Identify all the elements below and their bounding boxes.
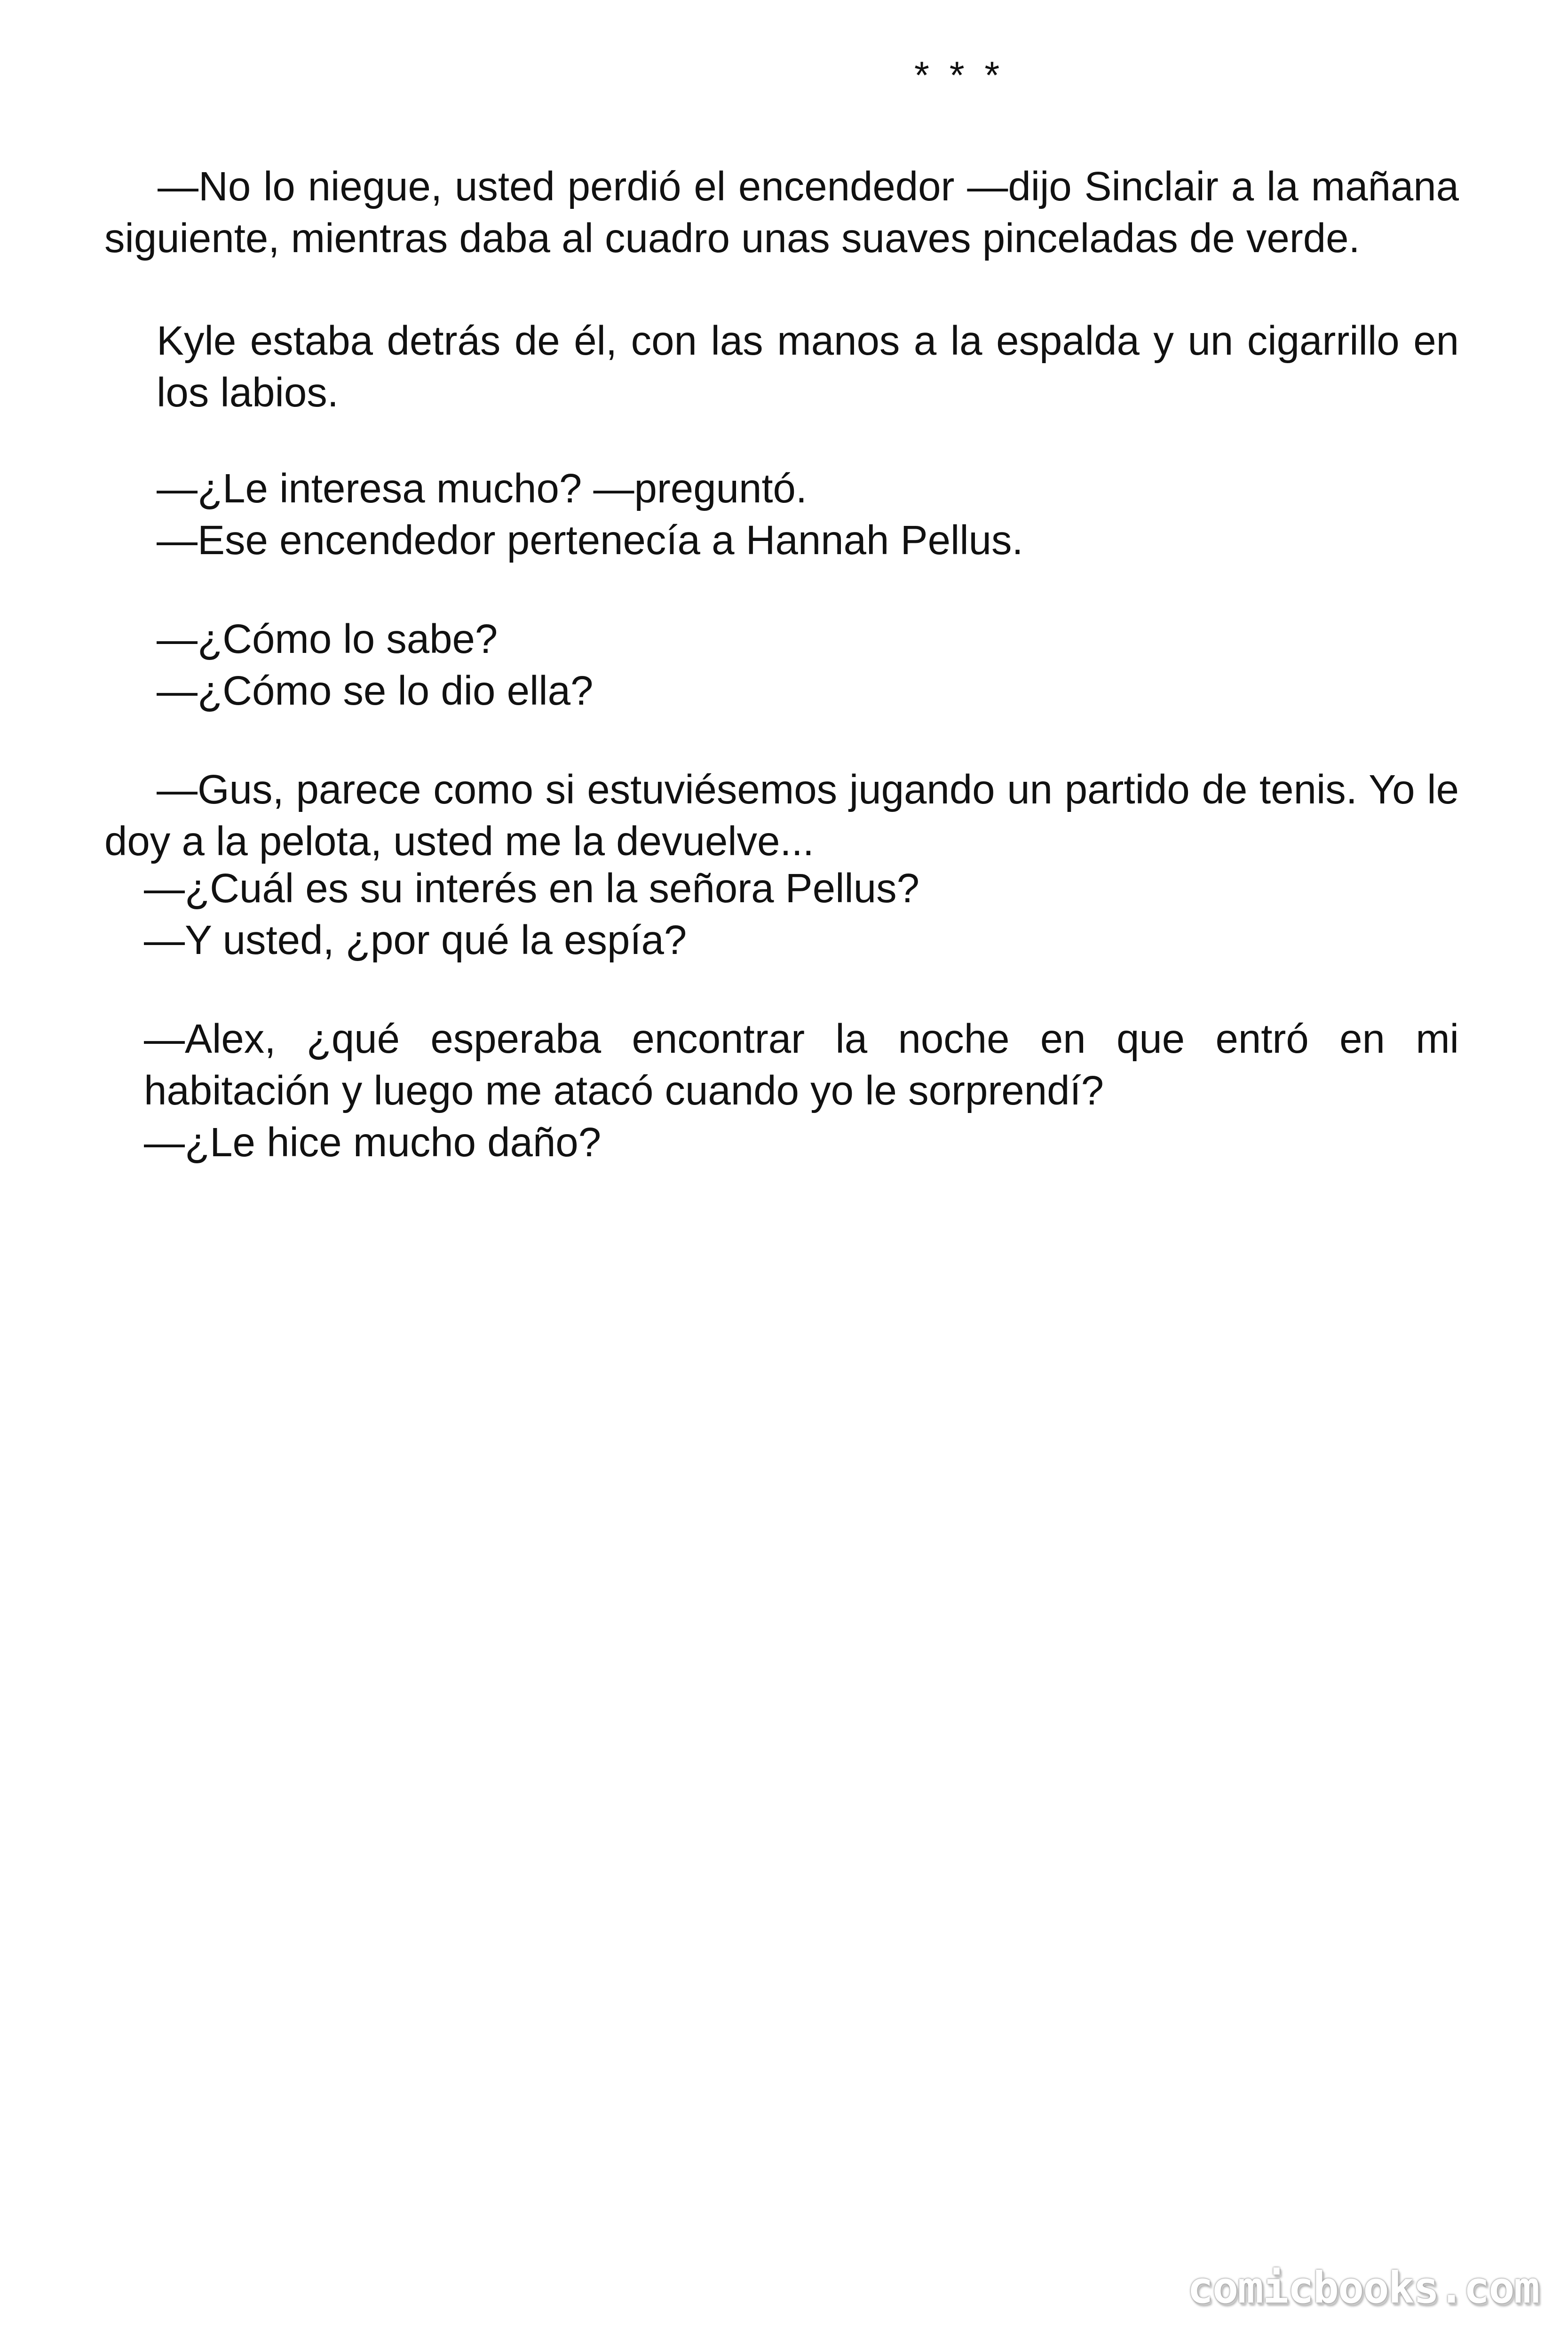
paragraph-3: —¿Le interesa mucho? —preguntó. — [157, 466, 808, 511]
paragraph-5: —¿Cómo lo sabe? — [157, 616, 498, 662]
section-break: * * * — [914, 54, 1005, 97]
watermark-logo: comicbooks.com — [1187, 2263, 1539, 2313]
paragraph-6: —¿Cómo se lo dio ella? — [157, 668, 594, 714]
paragraph-11: —¿Le hice mucho daño? — [144, 1120, 602, 1165]
paragraph-8: —¿Cuál es su interés en la señora Pellus? — [144, 866, 920, 911]
paragraph-7: —Gus, parece como si estuviésemos jugando un partido de tenis. Yo le doy a la pelota, usted me la devuelve... — [104, 767, 1459, 864]
paragraph-2: Kyle estaba detrás de él, con las manos a la espalda y un cigarrillo en los labios. — [157, 318, 1459, 415]
paragraph-1: —No lo niegue, usted perdió el encendedor —dijo Sinclair a la mañana siguiente, mientras daba al cuadro unas suaves pinceladas de verde. — [104, 164, 1459, 261]
paragraph-9: —Y usted, ¿por qué la espía? — [144, 917, 687, 963]
paragraph-4: —Ese encendedor pertenecía a Hannah Pellus. — [157, 517, 1023, 563]
paragraph-10: —Alex, ¿qué esperaba encontrar la noche en que entró en mi habitación y luego me atacó cuando yo le sorprendí? — [144, 1016, 1459, 1113]
